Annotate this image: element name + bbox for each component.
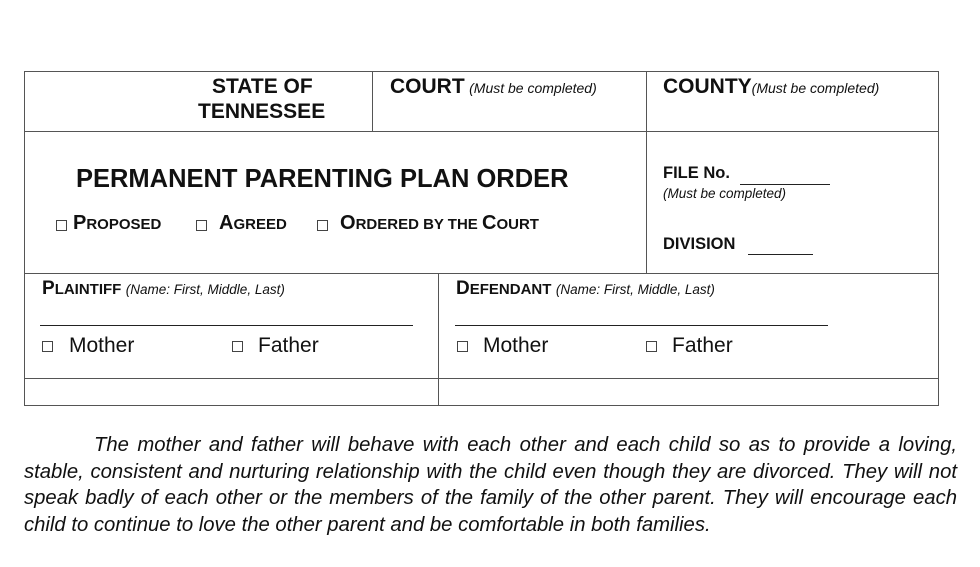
plaintiff-heading: PLAINTIFF (Name: First, Middle, Last) bbox=[42, 278, 285, 299]
defendant-mother-checkbox[interactable] bbox=[457, 341, 468, 352]
defendant-blank-cell[interactable] bbox=[439, 379, 938, 405]
defendant-mother-label: Mother bbox=[483, 334, 549, 357]
agreed-checkbox[interactable] bbox=[196, 220, 207, 231]
col-divider-court bbox=[372, 72, 373, 131]
paragraph-text: The mother and father will behave with each other and each child so as to provide a loving, stable, consistent and nurturing relationship with the child even though they are divorced. They will not speak badly of each other or the members of the family of the other parent. They will encourage each child to continue to love the other parent and be comfortable in both families. bbox=[24, 434, 957, 536]
plaintiff-blank-cell[interactable] bbox=[25, 379, 438, 405]
plan-title: PERMANENT PARENTING PLAN ORDER bbox=[76, 165, 569, 193]
ordered-option: ORDERED BY THE COURT bbox=[340, 212, 539, 234]
plaintiff-father-checkbox[interactable] bbox=[232, 341, 243, 352]
state-line-1: STATE OF bbox=[212, 75, 313, 98]
defendant-heading: DEFENDANT (Name: First, Middle, Last) bbox=[456, 278, 715, 299]
col-divider-county bbox=[646, 72, 647, 273]
division-field[interactable] bbox=[748, 254, 813, 255]
county-field[interactable] bbox=[663, 75, 879, 99]
defendant-father-label: Father bbox=[672, 334, 733, 357]
county-label: COUNTY bbox=[663, 75, 752, 98]
plaintiff-father-label: Father bbox=[258, 334, 319, 357]
court-field[interactable] bbox=[390, 75, 597, 99]
plaintiff-mother-label: Mother bbox=[69, 334, 135, 357]
file-number-label: FILE No. bbox=[663, 164, 730, 182]
court-label: COURT bbox=[390, 75, 465, 98]
ordered-checkbox[interactable] bbox=[317, 220, 328, 231]
parenting-plan-form bbox=[24, 71, 939, 406]
state-line-2: TENNESSEE bbox=[198, 100, 326, 123]
defendant-name-note: (Name: First, Middle, Last) bbox=[555, 282, 715, 297]
defendant-name-field[interactable] bbox=[455, 325, 828, 326]
proposed-checkbox[interactable] bbox=[56, 220, 67, 231]
proposed-option: PROPOSED bbox=[73, 212, 162, 234]
defendant-father-checkbox[interactable] bbox=[646, 341, 657, 352]
plaintiff-name-note: (Name: First, Middle, Last) bbox=[125, 282, 285, 297]
plaintiff-name-field[interactable] bbox=[40, 325, 413, 326]
row-divider-1 bbox=[25, 131, 938, 132]
agreed-option: AGREED bbox=[219, 212, 287, 234]
file-number-field[interactable] bbox=[740, 184, 830, 185]
plaintiff-mother-checkbox[interactable] bbox=[42, 341, 53, 352]
row-divider-2 bbox=[25, 273, 938, 274]
parenting-paragraph bbox=[24, 432, 957, 538]
county-note: (Must be completed) bbox=[751, 80, 880, 96]
division-label: DIVISION bbox=[663, 235, 736, 253]
file-number-note: (Must be completed) bbox=[663, 186, 787, 201]
court-note: (Must be completed) bbox=[469, 80, 597, 96]
